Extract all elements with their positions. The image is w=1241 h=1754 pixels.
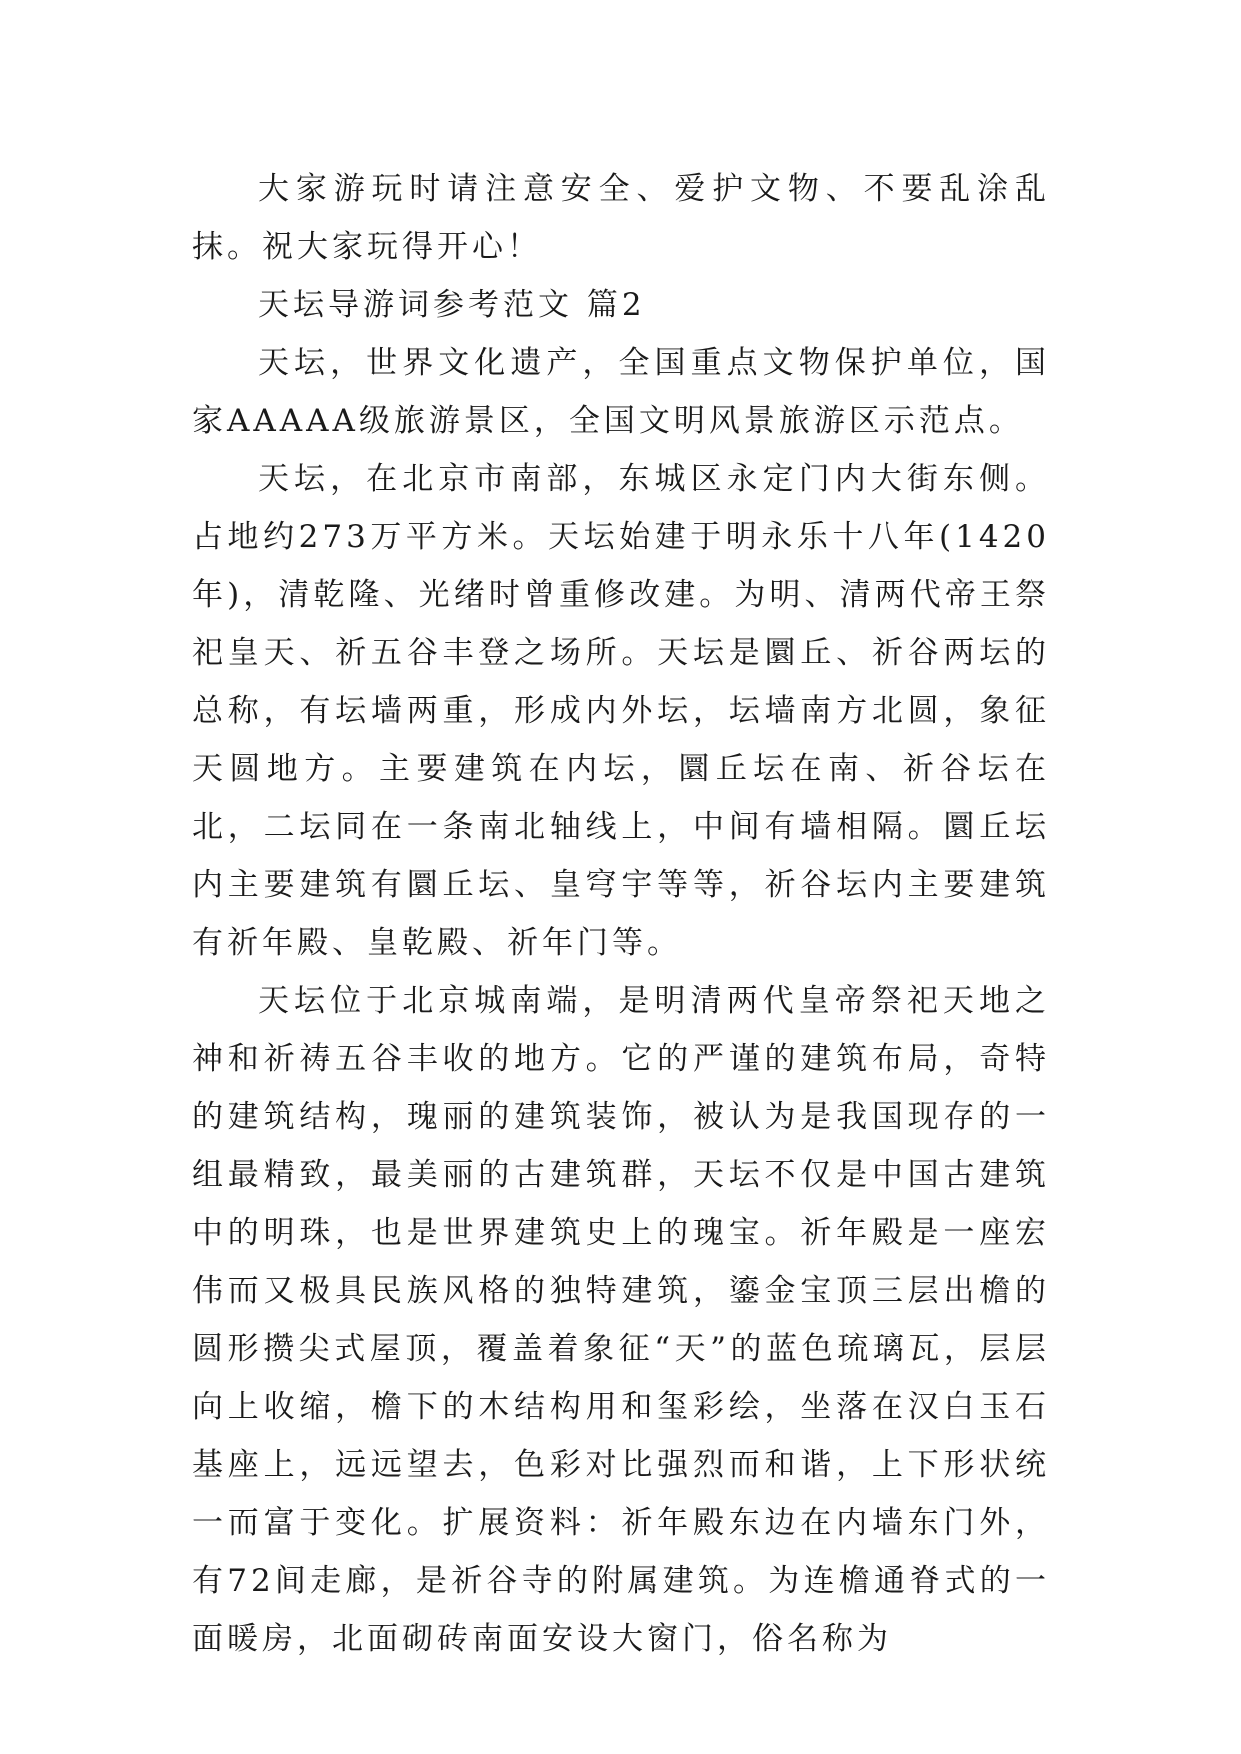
document-body (192, 160, 1050, 1668)
architecture-paragraph: 天坛位于北京城南端，是明清两代皇帝祭祀天地之神和祈祷五谷丰收的地方。它的严谨的建筑布局，奇特的建筑结构，瑰丽的建筑装饰，被认为是我国现存的一组最精致，最美丽的古建筑群，天坛不仅是中国古建筑中的明珠，也是世界建筑史上的瑰宝。祈年殿是一座宏伟而又极具民族风格的独特建筑，鎏金宝顶三层出檐的圆形攒尖式屋顶，覆盖着象征“天”的蓝色琉璃瓦，层层向上收缩，檐下的木结构用和玺彩绘，坐落在汉白玉石基座上，远远望去，色彩对比强烈而和谐，上下形状统一而富于变化。扩展资料：祈年殿东边在内墙东门外，有72间走廊，是祈谷寺的附属建筑。为连檐通脊式的一面暖房，北面砌砖南面安设大窗门，俗名称为 (192, 983, 1050, 1657)
closing-paragraph: 大家游玩时请注意安全、爱护文物、不要乱涂乱抹。祝大家玩得开心！ (192, 171, 1050, 265)
intro-paragraph: 天坛，世界文化遗产，全国重点文物保护单位，国家AAAAA级旅游景区，全国文明风景旅游区示范点。 (192, 345, 1050, 439)
section-heading: 天坛导游词参考范文 篇2 (258, 287, 646, 323)
location-paragraph: 天坛，在北京市南部，东城区永定门内大街东侧。占地约273万平方米。天坛始建于明永乐十八年(1420年)，清乾隆、光绪时曾重修改建。为明、清两代帝王祭祀皇天、祈五谷丰登之场所。天坛是圜丘、祈谷两坛的总称，有坛墙两重，形成内外坛，坛墙南方北圆，象征天圆地方。主要建筑在内坛，圜丘坛在南、祈谷坛在北，二坛同在一条南北轴线上，中间有墙相隔。圜丘坛内主要建筑有圜丘坛、皇穹宇等等，祈谷坛内主要建筑有祈年殿、皇乾殿、祈年门等。 (192, 461, 1050, 961)
